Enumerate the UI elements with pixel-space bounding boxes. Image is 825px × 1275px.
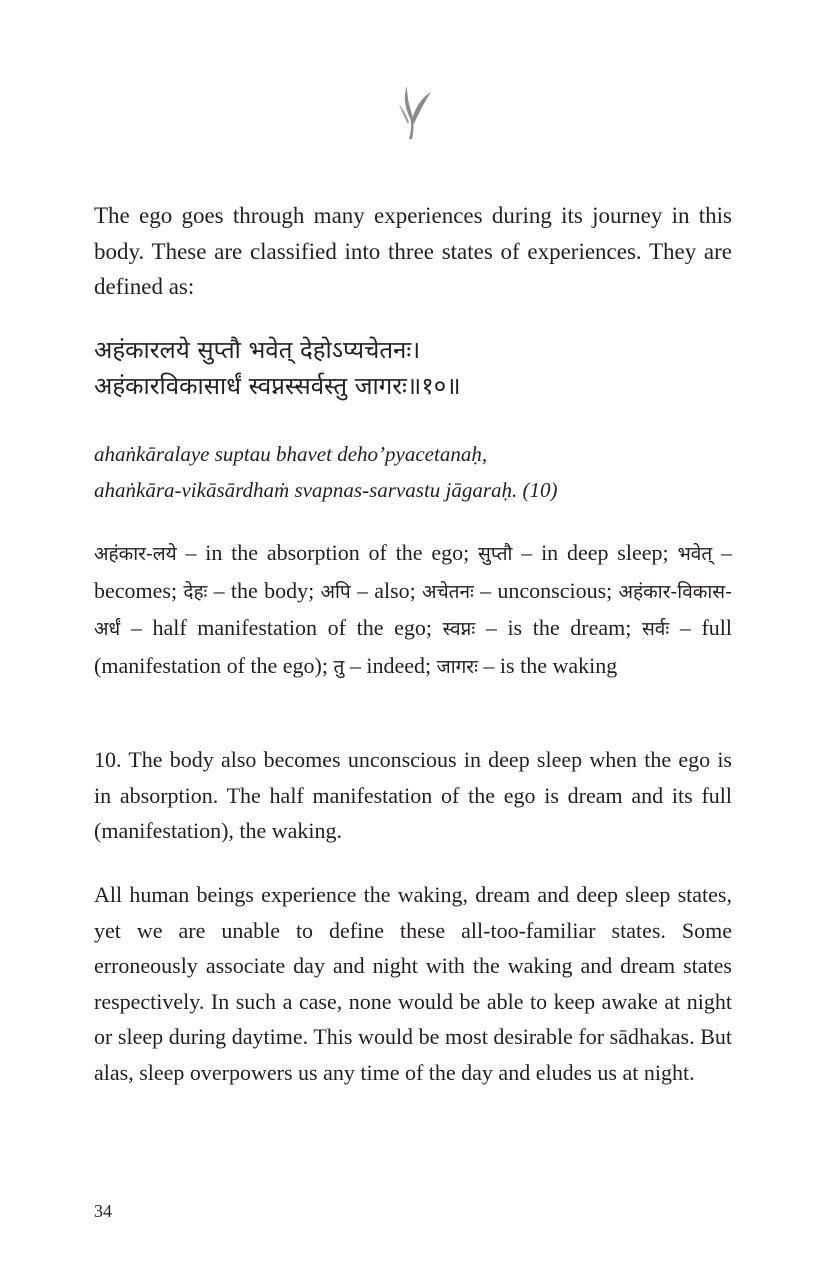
gloss-word: अहंकार-विकास-अर्धं bbox=[94, 580, 732, 640]
gloss-word: सुप्तौ bbox=[478, 543, 513, 565]
gloss-meaning: – indeed; bbox=[344, 652, 437, 678]
gloss-word: तु bbox=[333, 655, 345, 678]
gloss-meaning: – is the dream; bbox=[475, 615, 642, 640]
transliteration-line-1: ahaṅkāralaye suptau bhavet deho’pyacetanaḥ, bbox=[94, 442, 488, 466]
gloss-word: देहः bbox=[183, 580, 208, 603]
gloss-meaning: – unconscious; bbox=[473, 577, 619, 603]
gloss-meaning: – full (manifestation of the ego); bbox=[94, 615, 732, 678]
verse-line-1: अहंकारलये सुप्तौ भवेत् देहोऽप्यचेतनः। bbox=[94, 336, 421, 364]
leaf-sprig-icon bbox=[393, 84, 433, 140]
gloss-word: अपि bbox=[320, 580, 351, 603]
sanskrit-verse bbox=[94, 332, 732, 404]
transliteration bbox=[94, 436, 732, 508]
gloss-word: अहंकार-लये bbox=[94, 543, 177, 565]
gloss-word: जागरः bbox=[436, 655, 478, 678]
gloss-meaning: – half manifestation of the ego; bbox=[120, 615, 443, 640]
word-gloss bbox=[94, 535, 732, 685]
verse-translation: 10. The body also becomes unconscious in deep sleep when the ego is in absorption. The half manifestation of the ego is dream and its full (manifestation), the waking. bbox=[94, 747, 732, 843]
commentary-paragraph: All human beings experience the waking, dream and deep sleep states, yet we are unable to define these all-too-familiar states. Some erroneously associate day and night with the waking and dream states respectively. In such a case, none would be able to keep awake at night or sleep during daytime. This would be most desirable for sādhakas. But alas, sleep overpowers us any time of the day and eludes us at night. bbox=[94, 882, 732, 1085]
gloss-meaning: – is the waking bbox=[477, 652, 618, 678]
gloss-meaning: – in deep sleep; bbox=[512, 540, 678, 565]
gloss-word: सर्वः bbox=[641, 618, 670, 640]
gloss-meaning: – in the absorption of the ego; bbox=[176, 540, 479, 565]
intro-paragraph: The ego goes through many experiences during its journey in this body. These are classified into three states of experiences. They are defined as: bbox=[94, 203, 732, 299]
verse-line-2: अहंकारविकासार्धं स्वप्नस्सर्वस्तु जागरः॥१०॥ bbox=[94, 372, 461, 400]
gloss-word: स्वप्नः bbox=[442, 618, 476, 640]
page-number: 34 bbox=[94, 1201, 112, 1221]
gloss-word: भवेत् bbox=[677, 543, 713, 565]
gloss-meaning: – becomes; bbox=[94, 540, 733, 603]
gloss-meaning: – also; bbox=[350, 577, 423, 603]
gloss-word: अचेतनः bbox=[422, 580, 474, 603]
gloss-meaning: – the body; bbox=[207, 577, 321, 603]
transliteration-line-2: ahaṅkāra-vikāsārdhaṁ svapnas-sarvastu jāgaraḥ. (10) bbox=[94, 478, 558, 502]
